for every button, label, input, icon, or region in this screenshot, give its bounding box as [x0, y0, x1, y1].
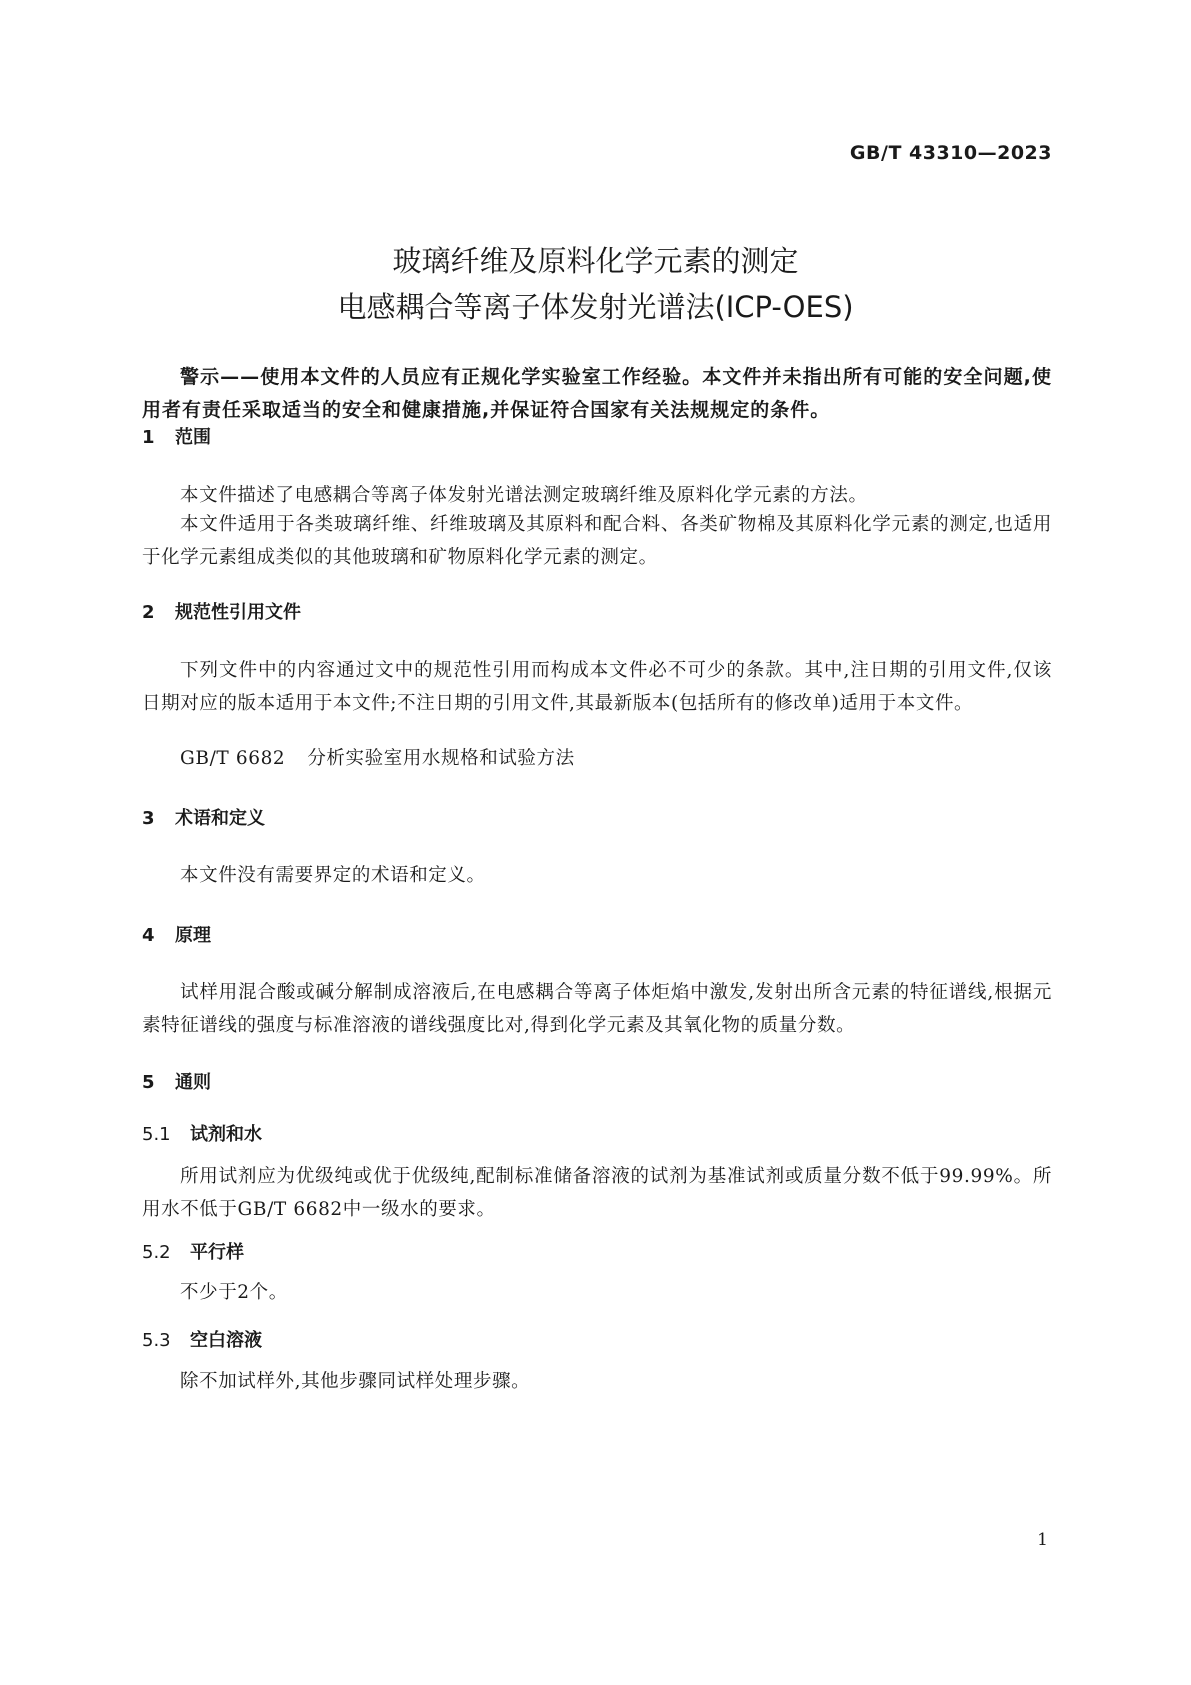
section-number: 4: [142, 925, 155, 946]
reference-title: 分析实验室用水规格和试验方法: [307, 748, 575, 769]
subsection-5-1-paragraph: 所用试剂应为优级纯或优于优级纯,配制标准储备溶液的试剂为基准试剂或质量分数不低于99.99%。所用水不低于GB/T 6682中一级水的要求。: [142, 1166, 1052, 1220]
page-number: 1: [1037, 1530, 1048, 1550]
section-2-heading: [142, 598, 301, 624]
subsection-5-3-paragraph: 除不加试样外,其他步骤同试样处理步骤。: [180, 1371, 531, 1392]
title-line-1: 玻璃纤维及原料化学元素的测定: [392, 244, 799, 278]
section-number: 5: [142, 1072, 155, 1093]
section-title: 范围: [175, 427, 211, 448]
section-number: 3: [142, 808, 155, 829]
subsection-5-3-heading: [142, 1326, 262, 1352]
section-number: 1: [142, 427, 155, 448]
subsection-number: 5.2: [142, 1242, 171, 1263]
section-4-paragraph-1: 试样用混合酸或碱分解制成溶液后,在电感耦合等离子体炬焰中激发,发射出所含元素的特征谱线,根据元素特征谱线的强度与标准溶液的谱线强度比对,得到化学元素及其氧化物的质量分数。: [142, 982, 1052, 1036]
section-1-paragraph-2: 本文件适用于各类玻璃纤维、纤维玻璃及其原料和配合料、各类矿物棉及其原料化学元素的测定,也适用于化学元素组成类似的其他玻璃和矿物原料化学元素的测定。: [142, 514, 1052, 568]
section-number: 2: [142, 602, 155, 623]
reference-code: GB/T 6682: [180, 748, 286, 769]
subsection-title: 空白溶液: [190, 1330, 262, 1351]
section-4-heading: [142, 921, 211, 947]
subsection-number: 5.3: [142, 1330, 171, 1351]
section-title: 规范性引用文件: [175, 602, 301, 623]
standard-code: GB/T 43310—2023: [849, 142, 1052, 164]
title-line-2: 电感耦合等离子体发射光谱法(ICP-OES): [337, 290, 854, 324]
subsection-number: 5.1: [142, 1124, 171, 1145]
subsection-title: 平行样: [190, 1242, 244, 1263]
normative-reference-item: [180, 744, 575, 770]
section-2-paragraph-1: 下列文件中的内容通过文中的规范性引用而构成本文件必不可少的条款。其中,注日期的引用文件,仅该日期对应的版本适用于本文件;不注日期的引用文件,其最新版本(包括所有的修改单)适用于本文件。: [142, 660, 1052, 714]
section-1-heading: [142, 423, 211, 449]
section-title: 通则: [175, 1072, 211, 1093]
subsection-5-1-heading: [142, 1120, 262, 1146]
section-1-paragraph-1: 本文件描述了电感耦合等离子体发射光谱法测定玻璃纤维及原料化学元素的方法。: [180, 485, 868, 506]
subsection-title: 试剂和水: [190, 1124, 262, 1145]
subsection-5-2-paragraph: 不少于2个。: [180, 1282, 288, 1303]
warning-paragraph: 警示——使用本文件的人员应有正规化学实验室工作经验。本文件并未指出所有可能的安全问题,使用者有责任采取适当的安全和健康措施,并保证符合国家有关法规规定的条件。: [142, 366, 1052, 421]
section-3-heading: [142, 804, 265, 830]
section-title: 术语和定义: [175, 808, 265, 829]
subsection-5-2-heading: [142, 1238, 244, 1264]
section-3-paragraph-1: 本文件没有需要界定的术语和定义。: [180, 865, 486, 886]
section-title: 原理: [175, 925, 211, 946]
section-5-heading: [142, 1068, 211, 1094]
document-title: [0, 238, 1191, 330]
